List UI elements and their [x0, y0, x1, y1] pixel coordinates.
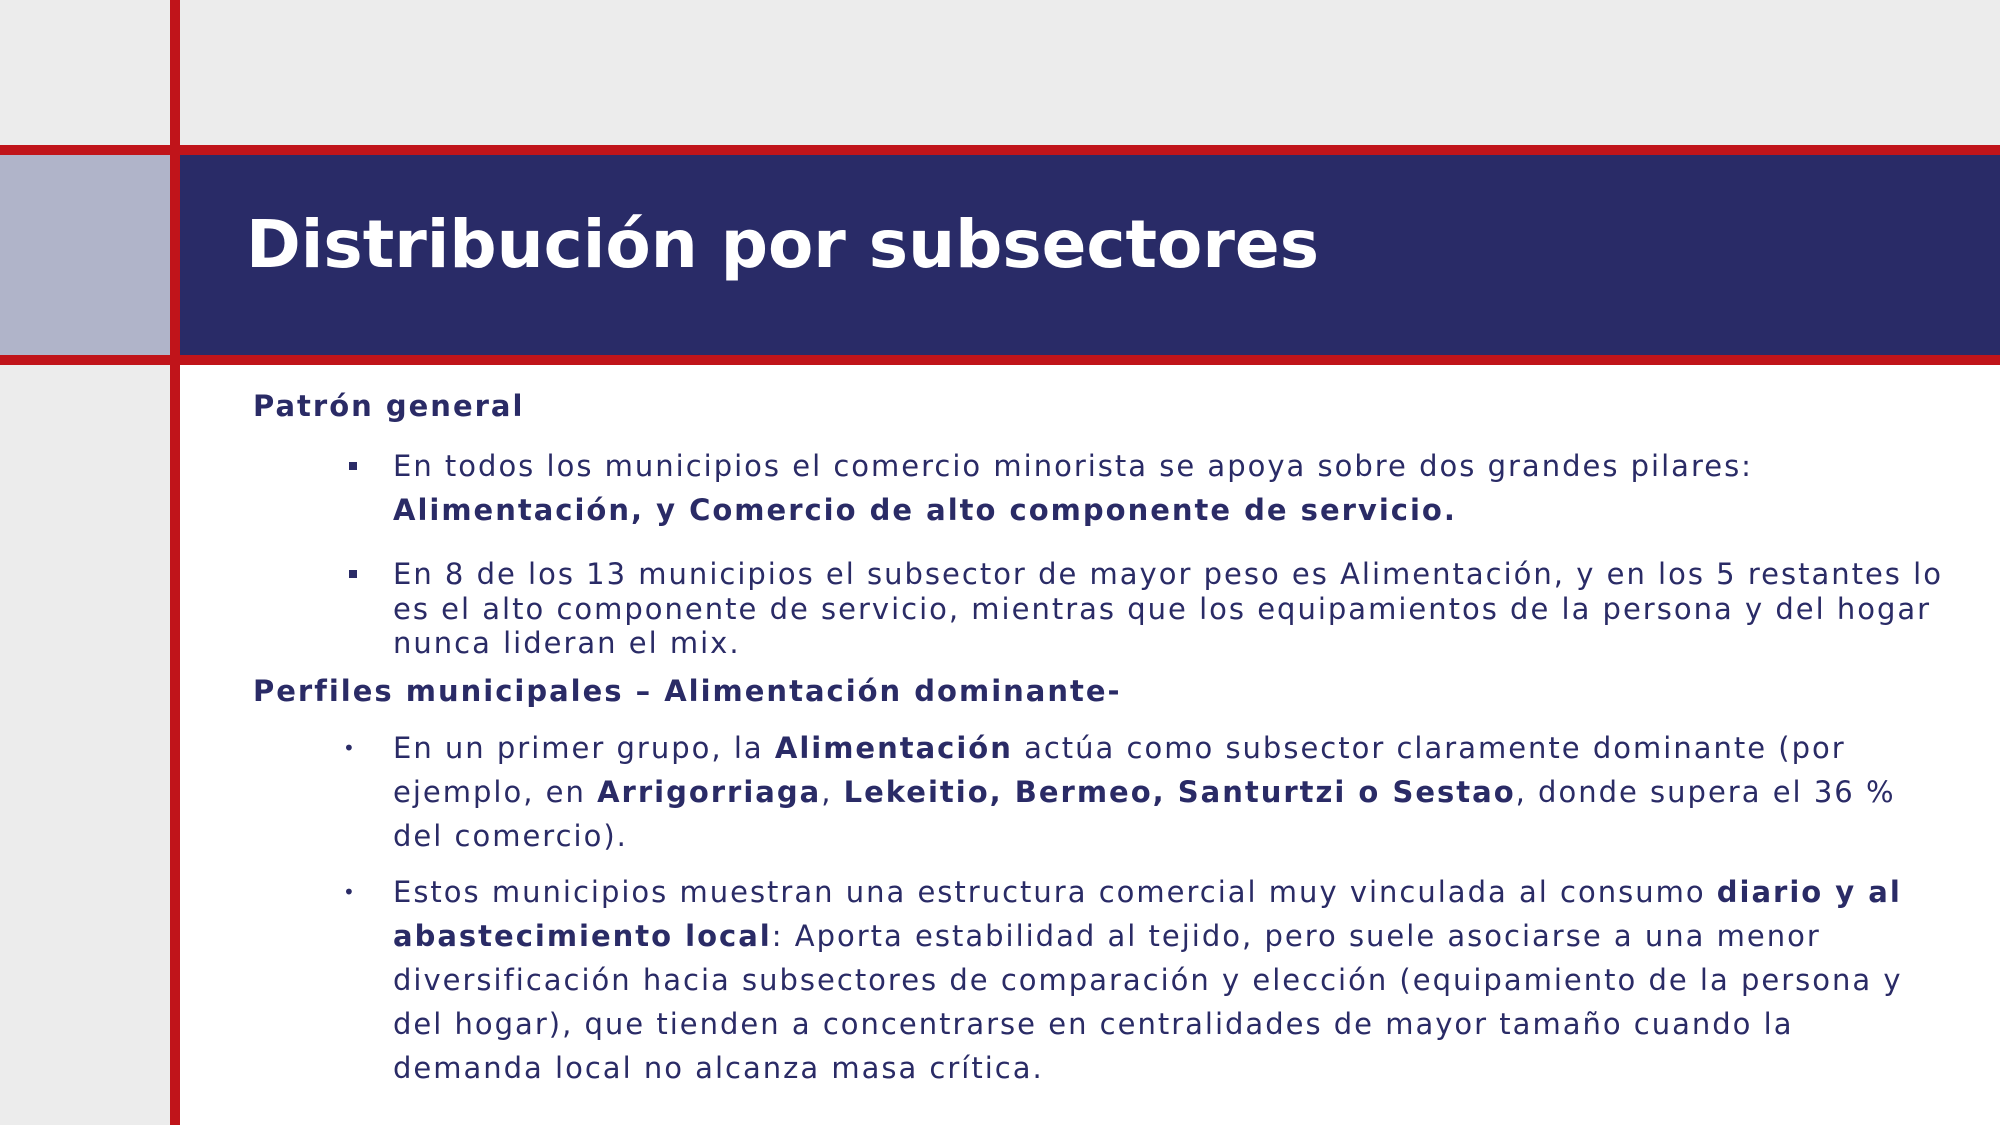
bold-run: Lekeitio, Bermeo, Santurtzi o Sestao: [843, 774, 1516, 809]
square-bullet-icon: [349, 462, 357, 470]
text-run: En un primer grupo, la: [393, 730, 775, 765]
text-run: : Aporta estabilidad al tejido, pero suele asociarse a una menor diversificación hacia subsectores de comparación y elección (equipamiento de la persona y del hogar), que tienden a concentrarse en centralidades de mayor tamaño cuando la demanda local no alcanza masa crítica.: [393, 918, 1903, 1085]
item-text: En todos los municipios el comercio minorista se apoya sobre dos grandes pilares:: [393, 449, 1753, 483]
bold-run: Arrigorriaga: [597, 774, 822, 809]
list-item: [253, 726, 1953, 858]
item-bold-text: Alimentación, y Comercio de alto componente de servicio.: [393, 493, 1457, 527]
text-run: Estos municipios muestran una estructura comercial muy vinculada al consumo: [393, 874, 1717, 909]
bold-run: Alimentación: [774, 730, 1013, 765]
list-item: [253, 557, 1953, 661]
red-rule-top: [0, 145, 2000, 155]
text-run: , donde supera el 36 % del comercio).: [393, 774, 1896, 853]
slide-content: [253, 386, 1953, 1090]
accent-square: [0, 155, 170, 355]
red-rule-bottom: [0, 355, 2000, 365]
item-text: [393, 726, 1953, 858]
text-run: ,: [821, 774, 844, 809]
item-text: [393, 870, 1953, 1090]
bold-run: diario y al abastecimiento local: [393, 874, 1902, 953]
list-item: [253, 444, 1953, 532]
round-bullet-icon: •: [343, 735, 357, 760]
text-run: actúa como subsector claramente dominante (por ejemplo, en: [393, 730, 1846, 809]
page-title: Distribución por subsectores: [246, 206, 1319, 283]
top-gray-band: [0, 0, 2000, 146]
red-rule-vertical: [170, 0, 180, 1125]
section-heading-profiles: Perfiles municipales – Alimentación dominante-: [253, 673, 1122, 708]
square-bullet-icon: [349, 570, 357, 578]
section-heading-general: Patrón general: [253, 389, 525, 423]
item-text: En 8 de los 13 municipios el subsector de mayor peso es Alimentación, y en los 5 restantes lo es el alto componente de servicio, mientras que los equipamientos de la persona y del hogar nunca lideran el mix.: [393, 557, 1943, 660]
list-item: [253, 870, 1953, 1090]
round-bullet-icon: •: [343, 879, 357, 904]
